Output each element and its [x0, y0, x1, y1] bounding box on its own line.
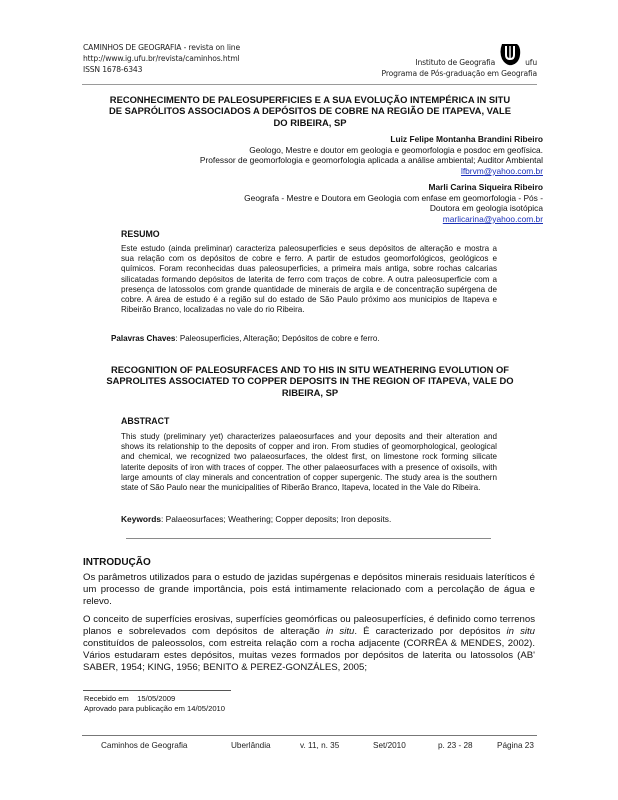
abstract-keywords [121, 514, 391, 524]
author-affiliation: Doutora em geologia isotópica [429, 203, 543, 214]
author-affiliation: Geografa - Mestre e Doutora em Geologia com enfase em geomorfologia - Pós - [244, 192, 543, 203]
institute-name: Instituto de Geografia [415, 58, 496, 67]
keywords-label: Palavras Chaves [111, 334, 176, 343]
author-email-link[interactable]: lfbrvm@yahoo.com.br [460, 165, 543, 176]
abstract-text: This study (preliminary yet) characterizes palaeosurfaces and your deposits and their alteration and shows its relationship to the deposits of copper and iron. From studies of geomorphological, geological and chemical, we recognized two palaeosurfaces, the oldest first, on limestone rock forming silicate laterite deposits of iron with traces of copper. The other palaeosurfaces with a presence of oxisoils, with large amounts of clay minerals and concentration of copper supergenic. The study area is the southern state of São Paulo near the municipalities of Riberão Branco, Itapeva, located in the Vale do Ribeira. [121, 432, 497, 493]
author-name: Luiz Felipe Montanha Brandini Ribeiro [390, 134, 543, 144]
institute-header [382, 44, 537, 79]
section-divider [126, 538, 491, 539]
footer-page-number: Página 23 [497, 741, 534, 750]
text-run: . É caracterizado por depósitos [354, 626, 507, 637]
program-name: Programa de Pós-graduação em Geografia [381, 69, 537, 78]
footnote-divider [83, 690, 231, 691]
ufu-logo-icon [499, 42, 521, 66]
text-italic: in situ [506, 626, 536, 637]
text-run: O conceito de superfícies erosivas, superfícies geomórficas ou paleosuperfícies, é definido como terrenos planos e sobrelevados com depósitos de alteração [83, 614, 535, 637]
author-affiliation: Geologo, Mestre e doutor em geologia e geomorfologia e posdoc em geofísica. [249, 144, 543, 155]
footer-volume: v. 11, n. 35 [300, 741, 340, 750]
header-divider [82, 84, 537, 85]
footer-city: Uberlândia [231, 741, 271, 750]
author-name: Marli Carina Siqueira Ribeiro [428, 182, 543, 192]
footer-journal: Caminhos de Geografia [101, 741, 188, 750]
title-line: DO RIBEIRA, SP [273, 116, 347, 128]
keywords-list: : Palaeosurfaces; Weathering; Copper deposits; Iron deposits. [161, 514, 392, 524]
title-english [70, 364, 550, 398]
keywords-list: : Paleosuperficies, Alteração; Depósitos de cobre e ferro. [175, 334, 380, 343]
journal-issn: ISSN 1678-6343 [83, 65, 143, 74]
received-date: Recebido em 15/05/2009 [84, 694, 176, 703]
title-line: RECOGNITION OF PALEOSURFACES AND TO HIS IN SITU WEATHERING EVOLUTION OF [110, 364, 510, 375]
abstract-heading: ABSTRACT [121, 416, 170, 426]
text-italic: in situ [325, 626, 355, 637]
author-affiliation: Professor de geomorfologia e geomorfologia aplicada a análise ambiental; Auditor Ambiental [199, 155, 543, 166]
author-email-link[interactable]: marlicarina@yahoo.com.br [442, 213, 543, 224]
intro-heading: INTRODUÇÃO [83, 557, 151, 568]
footer-date: Set/2010 [373, 741, 406, 750]
intro-paragraph-1: Os parâmetros utilizados para o estudo de jazidas supérgenas e depósitos minerais residuais lateríticos é um processo de grande importância, pois está intimamente relacionado com a percolação de água e relevo. [83, 572, 535, 607]
keywords-label: Keywords [121, 514, 162, 524]
footer-pages: p. 23 - 28 [438, 741, 473, 750]
title-line: RECONHECIMENTO DE PALEOSUPERFICIES E A SUA EVOLUÇÃO INTEMPÉRICA IN SITU [109, 94, 511, 105]
logo-label: ufu [525, 58, 537, 67]
text-run: constituídos de paleossolos, com estreita relação com a rocha adjacente (CORRÊA & MENDES, 2002). Vários estudaram estes depósitos, muitas vezes formados por depósitos de laterita ou latossolos (AB' SABER, 1954; KING, 1956; BENITO & PEREZ-GONZÁLES, 2005; [83, 638, 535, 673]
journal-url[interactable]: http://www.ig.ufu.br/revista/caminhos.html [83, 54, 240, 63]
intro-paragraph-2 [83, 614, 535, 674]
journal-name: CAMINHOS DE GEOGRAFIA - revista on line [83, 43, 240, 52]
author-1 [200, 134, 543, 176]
title-line: DE SAPRÓLITOS ASSOCIADOS A DEPÓSITOS DE COBRE NA REGIÃO DE ITAPEVA, VALE [109, 105, 511, 117]
footnote [84, 694, 225, 713]
resumo-heading: RESUMO [121, 229, 160, 239]
resumo-keywords [111, 334, 380, 343]
footer-divider [82, 735, 537, 736]
approved-date: Aprovado para publicação em 14/05/2010 [84, 703, 226, 713]
title-portuguese [70, 94, 550, 128]
author-2 [244, 182, 543, 224]
journal-header [83, 42, 240, 75]
resumo-text: Este estudo (ainda preliminar) caracteriza paleosuperficies e seus depósitos de alteração e mostra a sua relação com os depósitos de cobre e ferro. A partir de estudos geomorfológicos, geológicos e químicos. Foram reconhecidas duas paleosuperficies, a primeira mais antiga, sobre rochas calcarias silicatadas formando depósitos de laterita de ferro com traços de cobre. A outra paleosuperficie com a presença de latossolos com grande quantidade de minerais de argila e de concentração supérgena de cobre. A área de estudo é a região sul do estado de São Paulo próximo aos municipios de Itapeva e Ribeirão Branco, localizadas no vale do rio Ribeira. [121, 244, 497, 315]
title-line: RIBEIRA, SP [281, 386, 339, 398]
title-line: SAPROLITES ASSOCIATED TO COPPER DEPOSITS IN THE REGION OF ITAPEVA, VALE DO [106, 375, 514, 387]
